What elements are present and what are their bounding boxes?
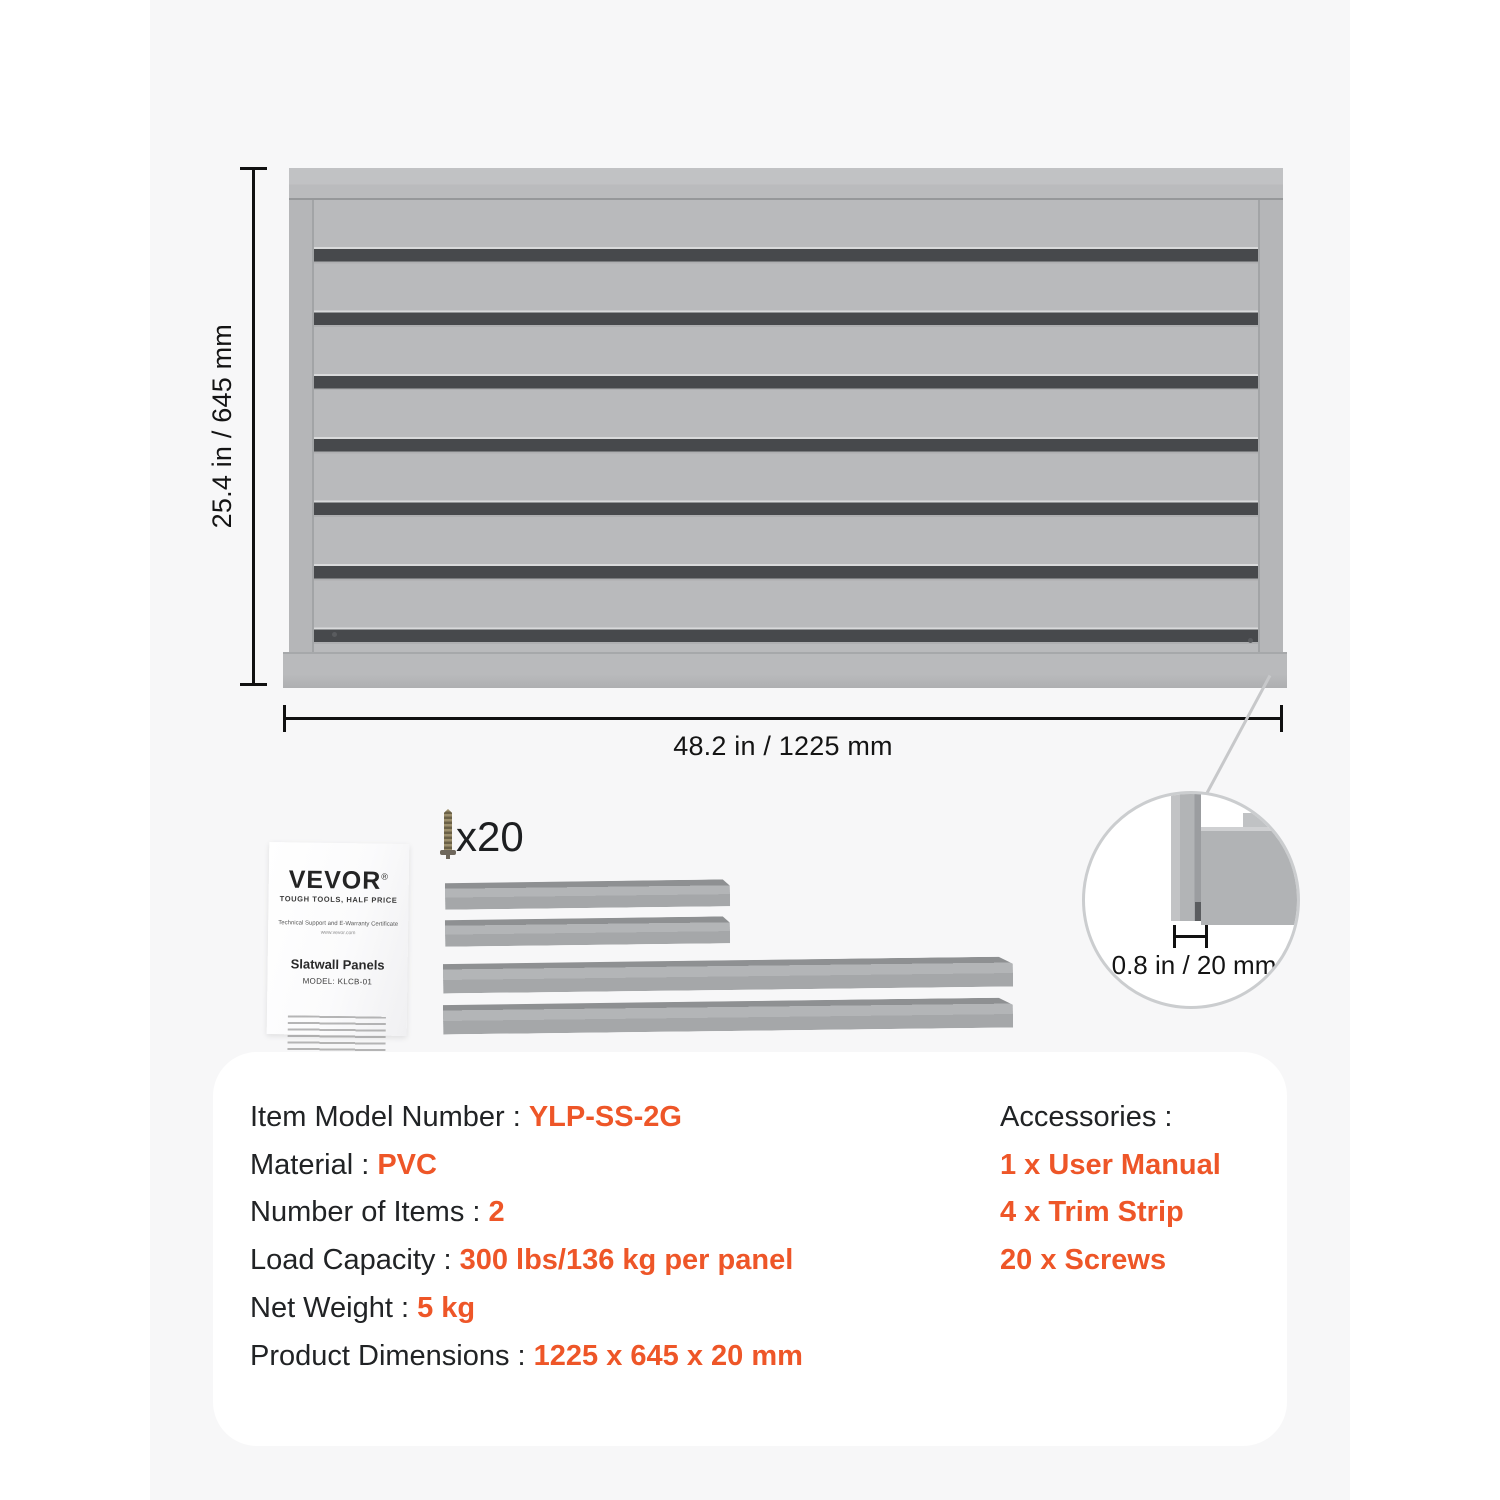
accessories-header: Accessories :	[1000, 1101, 1173, 1133]
width-dimension-label: 48.2 in / 1225 mm	[673, 731, 893, 761]
spec-value: PVC	[377, 1148, 437, 1181]
spec-row	[250, 1142, 803, 1190]
panel-bottom-rail	[283, 652, 1287, 688]
spec-row	[250, 1237, 803, 1285]
spec-row	[250, 1285, 803, 1333]
spec-value: 1225 x 645 x 20 mm	[533, 1339, 803, 1372]
spec-label: Item Model Number :	[250, 1101, 529, 1133]
panel-edge-cross-section	[1201, 827, 1300, 925]
panel-right-trim	[1258, 200, 1283, 652]
panel-left-trim	[289, 200, 314, 652]
screw-tip-icon	[446, 854, 450, 859]
trim-strip	[445, 879, 730, 909]
height-dimension-tick-bottom	[240, 683, 267, 686]
spec-value: 2	[488, 1196, 505, 1229]
spec-label: Material :	[250, 1148, 378, 1181]
slatwall-panel-illustration	[289, 168, 1283, 690]
thickness-tick-left	[1173, 925, 1176, 948]
panel-top-rail	[289, 168, 1283, 200]
registered-mark: ®	[381, 871, 390, 882]
spec-label: Net Weight :	[250, 1291, 418, 1324]
panel-slat-body	[314, 200, 1258, 652]
thickness-dimension-line	[1173, 935, 1208, 938]
width-dimension-tick-right	[1280, 705, 1283, 732]
thickness-zoom-circle	[1082, 791, 1300, 1009]
manual-tagline: TOUGH TOOLS, HALF PRICE	[279, 894, 398, 906]
spec-row	[250, 1333, 803, 1381]
height-dimension-tick-top	[240, 167, 267, 170]
user-manual	[267, 842, 410, 1036]
thickness-dimension-label: 0.8 in / 20 mm	[1111, 950, 1277, 980]
thickness-tick-right	[1205, 925, 1208, 948]
panel-edge-upper-layer	[1243, 813, 1300, 827]
accessory-item: 20 x Screws	[1000, 1244, 1167, 1277]
height-dimension-label: 25.4 in / 645 mm	[206, 324, 237, 529]
width-dimension-tick-left	[283, 705, 286, 732]
trim-strip	[445, 916, 730, 946]
spec-list	[250, 1094, 803, 1380]
manual-fine-print	[287, 1016, 385, 1053]
spec-value: YLP-SS-2G	[528, 1101, 682, 1133]
spec-card	[213, 1052, 1287, 1446]
spec-label: Load Capacity :	[250, 1244, 460, 1277]
panel-screw-dot	[1248, 638, 1253, 643]
manual-web-line: www.vevor.com	[320, 930, 356, 937]
spec-row	[250, 1189, 803, 1237]
vevor-logo: VEVOR®	[288, 865, 390, 895]
accessory-item: 1 x User Manual	[1000, 1148, 1221, 1181]
spec-label: Product Dimensions :	[250, 1339, 534, 1372]
width-dimension-line	[283, 717, 1283, 720]
screw-count-label: x20	[456, 813, 524, 860]
height-dimension-line	[252, 167, 255, 686]
panel-screw-dot	[332, 632, 337, 637]
spec-value: 5 kg	[417, 1291, 476, 1324]
height-dimension	[200, 167, 244, 686]
spec-row	[250, 1094, 803, 1142]
screw-icon	[444, 809, 452, 851]
spec-value: 300 lbs/136 kg per panel	[459, 1244, 794, 1277]
spec-label: Number of Items :	[250, 1196, 489, 1229]
accessory-item: 4 x Trim Strip	[1000, 1196, 1184, 1229]
accessories-list	[1000, 1094, 1221, 1285]
manual-cert-line: Technical Support and E-Warranty Certificate	[278, 920, 399, 929]
manual-title: Slatwall Panels	[290, 956, 385, 973]
manual-model-line: MODEL: KLCB-01	[302, 976, 373, 987]
